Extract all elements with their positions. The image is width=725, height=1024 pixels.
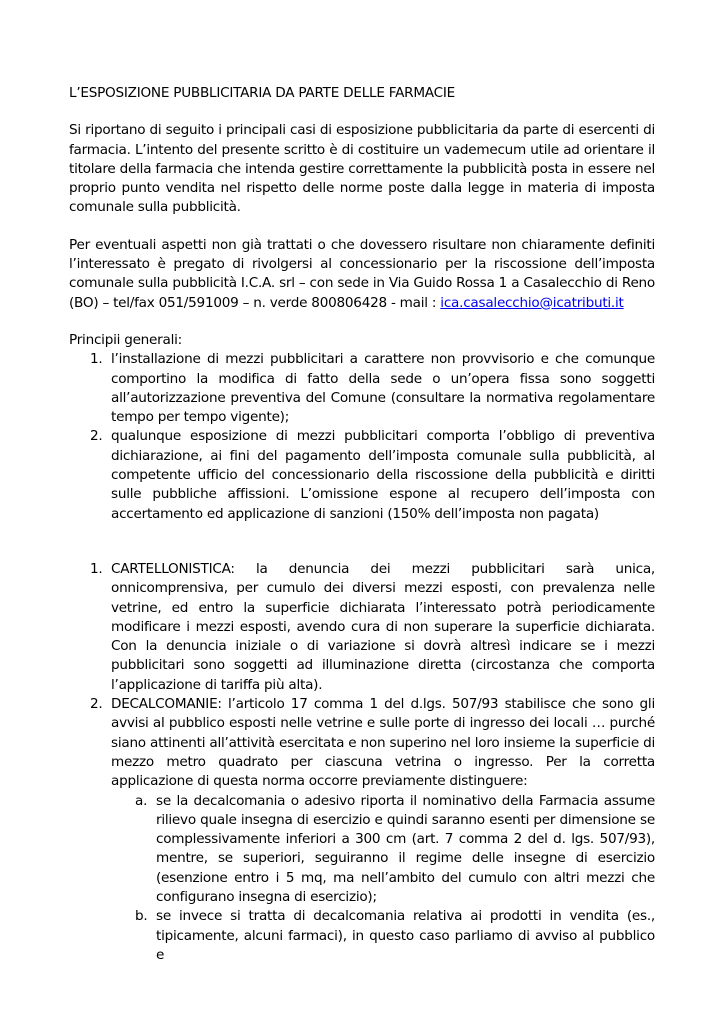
subitem-text: se invece si tratta di decalcomania relativa ai prodotti in vendita (es., tipicamente, alcuni farmaci), in questo caso parliamo di avviso al pubblico e bbox=[156, 908, 655, 963]
section-spacer bbox=[69, 542, 655, 560]
principle-text: l’installazione di mezzi pubblicitari a carattere non provvisorio e che comunque comportino la modifica di fatto della sede o un’opera fissa sono soggetti all’autorizzazione preventiva del Comune (consultare la normativa regolamentare tempo per tempo vigente); bbox=[111, 351, 655, 426]
decalcomanie-sublist bbox=[135, 792, 655, 966]
subitem-text: se la decalcomania o adesivo riporta il nominativo della Farmacia assume rilievo quale insegna di esercizio e quindi saranno esenti per dimensione se complessivamente inferiori a 300 cm (art. 7 comma 2 del d. lgs. 507/93), mentre, se superiori, seguiranno il regime delle insegne di esercizio (esenzione entro i 5 mq, ma nell’ambito del cumulo con altri mezzi che configurano insegna di esercizio); bbox=[156, 792, 655, 905]
principle-item-2 bbox=[69, 427, 655, 523]
category-item-decalcomanie bbox=[69, 695, 655, 965]
subitem-a bbox=[135, 792, 655, 908]
principle-item-1 bbox=[69, 350, 655, 427]
contact-paragraph bbox=[69, 236, 655, 313]
principles-list bbox=[69, 350, 655, 524]
principle-text: qualunque esposizione di mezzi pubblicitari comporta l’obbligo di preventiva dichiarazione, ai fini del pagamento dell’imposta comunale sulla pubblicità, al competente ufficio del concessionario della riscossione della pubblicità e diritti sulle pubbliche affissioni. L’omissione espone al recupero dell’imposta con accertamento ed applicazione di sanzioni (150% dell’imposta non pagata) bbox=[111, 428, 655, 522]
section-spacer bbox=[69, 524, 655, 542]
category-item-cartellonistica bbox=[69, 560, 655, 695]
subitem-b bbox=[135, 907, 655, 965]
document-title: L’ESPOSIZIONE PUBBLICITARIA DA PARTE DELLE FARMACIE bbox=[69, 85, 455, 101]
list-marker: 1. bbox=[90, 351, 103, 368]
principles-heading: Principii generali: bbox=[69, 331, 182, 348]
intro-paragraph: Si riportano di seguito i principali casi di esposizione pubblicitaria da parte di esercenti di farmacia. L’intento del presente scritto è di costituire un vademecum utile ad orientare il titolare della farmacia che intenda gestire correttamente la pubblicità posta in essere nel proprio punto vendita nel rispetto delle norme poste dalla legge in materia di imposta comunale sulla pubblicità. bbox=[69, 122, 655, 216]
contact-email-link[interactable]: ica.casalecchio@icatributi.it bbox=[440, 294, 624, 311]
list-marker: 2. bbox=[90, 428, 103, 445]
category-text: DECALCOMANIE: l’articolo 17 comma 1 del d.lgs. 507/93 stabilisce che sono gli avvisi al pubblico esposti nelle vetrine e sulle porte di ingresso dei locali … purché siano attinenti all’attività esercitata e non superino nel loro insieme la superficie di mezzo metro quadrato per ciascuna vetrina o ingresso. Per la corretta applicazione di questa norma occorre previamente distinguere: bbox=[111, 696, 655, 790]
list-marker: b. bbox=[135, 908, 148, 925]
document-page bbox=[69, 84, 655, 965]
contact-text: Per eventuali aspetti non già trattati o che dovessero risultare non chiaramente definiti l’interessato è pregato di rivolgersi al concessionario per la riscossione dell’imposta comunale sulla pubblicità I.C.A. srl – con sede in Via Guido Rossa 1 a Casalecchio di Reno (BO) – tel/fax 051/591009 – n. verde 800806428 - mail : bbox=[69, 236, 655, 311]
list-marker: 1. bbox=[90, 560, 103, 577]
list-marker: a. bbox=[135, 792, 148, 809]
category-text: CARTELLONISTICA: la denuncia dei mezzi pubblicitari sarà unica, onnicomprensiva, per cumulo dei diversi mezzi esposti, con prevalenza nelle vetrine, ed entro la superficie dichiarata l’interessato potrà periodicamente modificare i mezzi esposti, avendo cura di non superare la superficie dichiarata. Con la denuncia iniziale o di variazione si dovrà altresì indicare se i mezzi pubblicitari sono soggetti ad illuminazione diretta (circostanza che comporta l’applicazione di tariffa più alta). bbox=[111, 560, 655, 693]
list-marker: 2. bbox=[90, 696, 103, 713]
categories-list bbox=[69, 560, 655, 965]
